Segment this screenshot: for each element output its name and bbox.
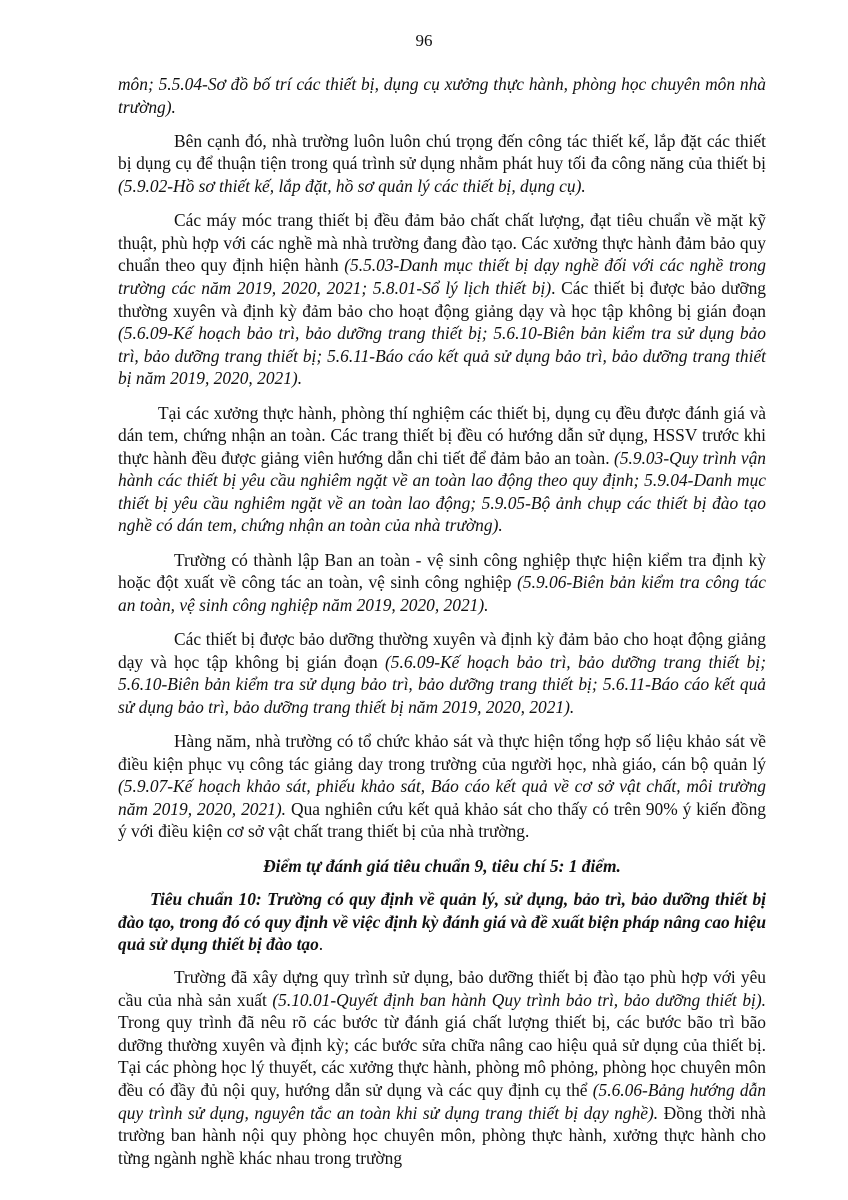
evidence-citation: (5.5.03-Danh mục thiết bị dạy nghề đối với các nghề trong trường các năm 2019, 2020, 2021; 5.8.01-Sổ lý lịch thiết bị) [118, 255, 766, 298]
evidence-citation: (5.9.06-Biên bản kiểm tra công tác an toàn, vệ sinh công nghiệp năm 2019, 2020, 2021). [118, 572, 766, 615]
paragraph-p4 [118, 549, 766, 617]
paragraph-text: Các máy móc trang thiết bị đều đảm bảo chất chất lượng, đạt tiêu chuẩn về mặt kỹ thuật, phù hợp với các nghề mà nhà trường đang đào tạo. Các xưởng thực hành đảm bảo quy chuẩn theo quy định hiện hành [118, 210, 766, 276]
paragraph-p3 [118, 402, 766, 538]
evidence-citation: (5.6.09-Kế hoạch bảo trì, bảo dưỡng trang thiết bị; 5.6.10-Biên bản kiểm tra sử dụng bảo trì, bảo dưỡng trang thiết bị; 5.6.11-Báo cáo kết quả sử dụng bảo trì, bảo dưỡng trang thiết bị năm 2019, 2020, 2021). [118, 651, 766, 717]
evidence-citation: (5.9.03-Quy trình vận hành các thiết bị yêu cầu nghiêm ngặt về an toàn lao động theo quy định; 5.9.04-Danh mục thiết bị yêu cầu nghiêm ngặt về an toàn lao động; 5.9.05-Bộ ảnh chụp các thiết bị đào tạo nghề có dán tem, chứng nhận an toàn của nhà trường). [118, 447, 766, 536]
evidence-citation: (5.10.01-Quyết định ban hành Quy trình bảo trì, bảo dưỡng thiết bị). [272, 989, 766, 1010]
evidence-citation: (5.9.07-Kế hoạch khảo sát, phiếu khảo sát, Báo cáo kết quả về cơ sở vật chất, môi trường năm 2019, 2020, 2021). [118, 776, 766, 819]
evidence-citation: môn; 5.5.04-Sơ đồ bố trí các thiết bị, dụng cụ xưởng thực hành, phòng học chuyên môn nhà trường). [118, 74, 766, 117]
paragraph-text: Hàng năm, nhà trường có tổ chức khảo sát và thực hiện tổng hợp số liệu khảo sát về điều kiện phục vụ công tác giảng day trong trường của người học, nhà giáo, cán bộ quản lý [118, 731, 766, 774]
paragraph-list [118, 73, 766, 843]
evidence-citation: (5.6.06-Bảng hướng dẫn quy trình sử dụng, nguyên tắc an toàn khi sử dụng trang thiết bị dạy nghề). [118, 1079, 766, 1123]
standard-heading-text: Tiêu chuẩn 10: Trường có quy định về quản lý, sử dụng, bảo trì, bảo dưỡng thiết bị đào tạo, trong đó có quy định về việc định kỳ đánh giá và đề xuất biện pháp nâng cao hiệu quả sử dụng thiết bị đào tạo [118, 889, 766, 955]
paragraph-text: . Các thiết bị được bảo dưỡng thường xuyên và định kỳ đảm bảo cho hoạt động giảng dạy và học tập không bị gián đoạn [118, 277, 766, 321]
standard-heading-tail: . [318, 934, 324, 955]
paragraph-p2 [118, 209, 766, 390]
paragraph-text: Trong quy trình đã nêu rõ các bước từ đánh giá chất lượng thiết bị, các bước bão trì bão dưỡng thường xuyên và định kỳ; các bước sửa chữa nâng cao hiệu quả sử dụng của thiết bị. Tại các phòng học lý thuyết, các xưởng thực hành, phòng mô phỏng, phòng học chuyên môn đều có đầy đủ nội quy, hướng dẫn sử dụng và các quy định cụ thể [118, 1012, 766, 1100]
paragraph-text: Trường có thành lập Ban an toàn - vệ sinh công nghiệp thực hiện kiểm tra định kỳ hoặc đột xuất về công tác an toàn, vệ sinh công nghiệp [118, 549, 766, 593]
paragraph-p0 [118, 73, 766, 118]
paragraph-p5 [118, 628, 766, 718]
paragraph-p1 [118, 130, 766, 198]
final-paragraph [118, 966, 766, 1169]
paragraph-text: Qua nghiên cứu kết quả khảo sát cho thấy có trên 90% ý kiến đồng ý với điều kiện cơ sở vật chất trang thiết bị của nhà trường. [118, 798, 767, 842]
paragraph-text: Các thiết bị được bảo dưỡng thường xuyên và định kỳ đảm bảo cho hoạt động giảng dạy và học tập không bị gián đoạn [118, 629, 766, 672]
evidence-citation: (5.6.09-Kế hoạch bảo trì, bảo dưỡng trang thiết bị; 5.6.10-Biên bản kiểm tra sử dụng bảo trì, bảo dưỡng trang thiết bị; 5.6.11-Báo cáo kết quả sử dụng bảo trì, bảo dưỡng trang thiết bị năm 2019, 2020, 2021). [118, 323, 766, 389]
document-body [118, 73, 766, 1181]
paragraph-p6 [118, 730, 766, 843]
paragraph-text: Tại các xưởng thực hành, phòng thí nghiệm các thiết bị, dụng cụ đều được đánh giá và dán tem, chứng nhận an toàn. Các trang thiết bị đều có hướng dẫn sử dụng, HSSV trước khi thực hành đều được giảng viên hướng dẫn chi tiết để đảm bảo an toàn. [118, 402, 766, 468]
score-line: Điểm tự đánh giá tiêu chuẩn 9, tiêu chí 5: 1 điểm. [263, 855, 621, 876]
paragraph-text: Đồng thời nhà trường ban hành nội quy phòng học chuyên môn, phòng thực hành, xưởng thực hành cho từng ngành nghề khác nhau trong trường [118, 1102, 766, 1168]
page-number: 96 [415, 31, 433, 50]
standard-heading [118, 888, 766, 956]
paragraph-text: Trường đã xây dựng quy trình sử dụng, bảo dưỡng thiết bị đào tạo phù hợp với yêu cầu của nhà sản xuất [118, 966, 766, 1010]
evidence-citation: (5.9.02-Hồ sơ thiết kế, lắp đặt, hồ sơ quản lý các thiết bị, dụng cụ). [118, 175, 586, 196]
paragraph-text: Bên cạnh đó, nhà trường luôn luôn chú trọng đến công tác thiết kế, lắp đặt các thiết bị dụng cụ để thuận tiện trong quá trình sử dụng nhằm phát huy tối đa công năng của thiết bị [118, 130, 766, 174]
